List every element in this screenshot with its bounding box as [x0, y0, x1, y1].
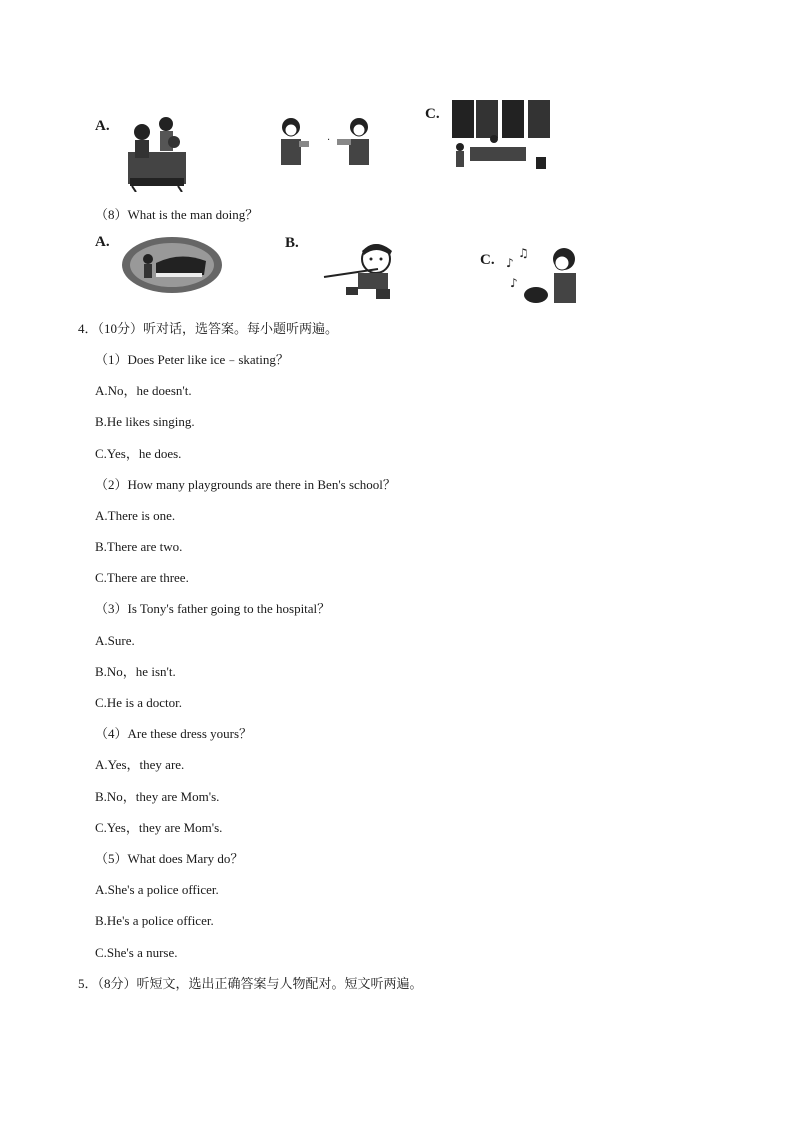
- q4-2-prompt: （2）How many playgrounds are there in Ben's school？: [95, 477, 396, 492]
- q4-4-option-a: A.Yes，they are.: [95, 757, 185, 772]
- boy-fixing-model-picture: [318, 237, 410, 303]
- q4-2-option-a: A.There is one.: [95, 508, 176, 523]
- q4-1-option-b: B.He likes singing.: [95, 414, 195, 429]
- q4-3-option-b: B.No，he isn't.: [95, 664, 176, 679]
- q4-4-option-c: C.Yes，they are Mom's.: [95, 820, 223, 835]
- q4-1-option-a: A.No，he doesn't.: [95, 383, 192, 398]
- man-playing-piano-picture: [120, 235, 224, 295]
- q8-question: （8）What is the man doing？: [95, 207, 259, 222]
- woman-listening-music-picture: [502, 243, 584, 309]
- q4-1-option-c: C.Yes，he does.: [95, 446, 182, 461]
- q8-option-b-label: B.: [285, 235, 299, 251]
- q4-3-prompt: （3）Is Tony's father going to the hospital？: [95, 601, 331, 616]
- q4-1-prompt: （1）Does Peter like ice﹣skating？: [95, 352, 289, 367]
- q4-5-option-a: A.She's a police officer.: [95, 882, 219, 897]
- two-boys-talking-picture: [275, 115, 375, 175]
- svg-text:♪: ♪: [510, 276, 518, 290]
- q4-2-option-b: B.There are two.: [95, 539, 183, 554]
- q4-4-option-b: B.No，they are Mom's.: [95, 789, 220, 804]
- family-at-table-picture: [122, 112, 192, 192]
- svg-text:♫: ♫: [518, 246, 529, 260]
- q8-option-a-label: A.: [95, 234, 110, 250]
- q4-5-option-b: B.He's a police officer.: [95, 913, 214, 928]
- q4-3-option-c: C.He is a doctor.: [95, 695, 183, 710]
- svg-text:♪: ♪: [506, 256, 514, 270]
- section5-heading: 5．（8分）听短文，选出正确答案与人物配对。短文听两遍。: [78, 976, 423, 991]
- row1-option-c-label: C.: [425, 106, 440, 122]
- svg-text:·: ·: [327, 135, 331, 146]
- q4-4-prompt: （4）Are these dress yours？: [95, 726, 253, 741]
- q4-5-prompt: （5）What does Mary do？: [95, 851, 244, 866]
- row1-option-a-label: A.: [95, 118, 110, 134]
- q4-3-option-a: A.Sure.: [95, 633, 135, 648]
- section4-heading: 4．（10分）听对话，选答案。每小题听两遍。: [78, 321, 339, 336]
- library-shelves-picture: [450, 97, 555, 175]
- q4-2-option-c: C.There are three.: [95, 570, 189, 585]
- q8-option-c-label: C.: [480, 252, 495, 268]
- q4-5-option-c: C.She's a nurse.: [95, 945, 178, 960]
